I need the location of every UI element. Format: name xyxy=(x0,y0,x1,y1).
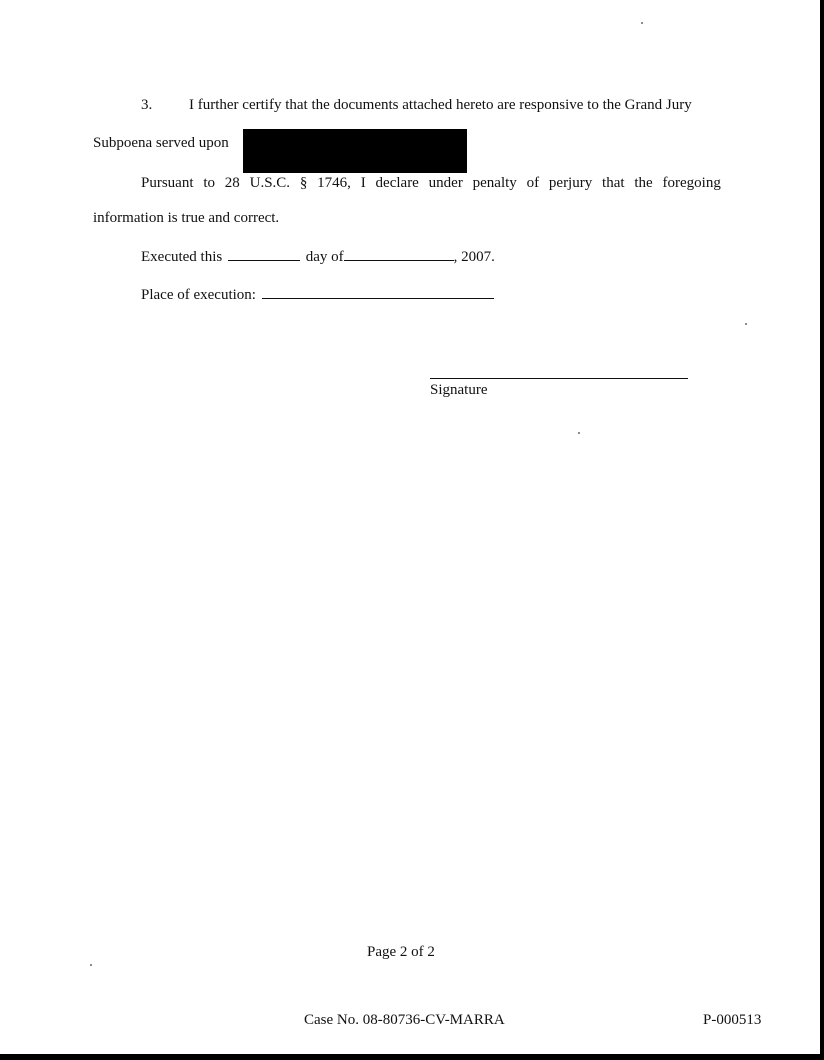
scan-speck xyxy=(90,964,92,966)
case-number: Case No. 08-80736-CV-MARRA xyxy=(304,1012,505,1028)
declaration-word: perjury xyxy=(548,175,593,191)
executed-middle: day of xyxy=(305,249,344,265)
redaction-block xyxy=(243,129,467,173)
signature-label: Signature xyxy=(430,382,488,398)
executed-line xyxy=(141,248,495,266)
scan-speck xyxy=(641,22,643,24)
place-line xyxy=(141,286,494,304)
executed-month-blank xyxy=(344,248,454,261)
declaration-word: penalty xyxy=(472,175,517,191)
signature-line xyxy=(430,378,688,379)
declaration-word: under xyxy=(428,175,463,191)
declaration-line-1 xyxy=(141,175,721,192)
executed-suffix: , 2007. xyxy=(453,249,495,265)
declaration-word: U.S.C. xyxy=(249,175,291,191)
declaration-word: 1746, xyxy=(317,175,351,191)
declaration-word: of xyxy=(526,175,540,191)
place-label: Place of execution: xyxy=(141,287,256,303)
scan-border-right xyxy=(820,0,824,1060)
paragraph-3-line-1: I further certify that the documents attached hereto are responsive to the Grand Jury xyxy=(189,97,692,113)
declaration-line-2: information is true and correct. xyxy=(93,210,280,226)
declaration-word: Pursuant xyxy=(141,175,194,191)
declaration-word: that xyxy=(602,175,625,191)
bates-number: P-000513 xyxy=(703,1012,762,1028)
declaration-word: 28 xyxy=(224,175,240,191)
executed-day-blank xyxy=(228,248,300,261)
declaration-word: the xyxy=(634,175,653,191)
declaration-word: foregoing xyxy=(662,175,721,191)
declaration-word: to xyxy=(203,175,215,191)
page-number: Page 2 of 2 xyxy=(367,944,435,960)
scan-border-bottom xyxy=(0,1054,824,1060)
declaration-word: declare xyxy=(375,175,419,191)
executed-prefix: Executed this xyxy=(141,249,223,265)
scan-speck xyxy=(745,323,747,325)
declaration-word: I xyxy=(360,175,366,191)
declaration-word: § xyxy=(299,175,308,191)
paragraph-number: 3. xyxy=(141,97,153,113)
scan-speck xyxy=(578,432,580,434)
paragraph-3-line-2: Subpoena served upon xyxy=(93,135,229,151)
place-blank xyxy=(262,286,494,299)
